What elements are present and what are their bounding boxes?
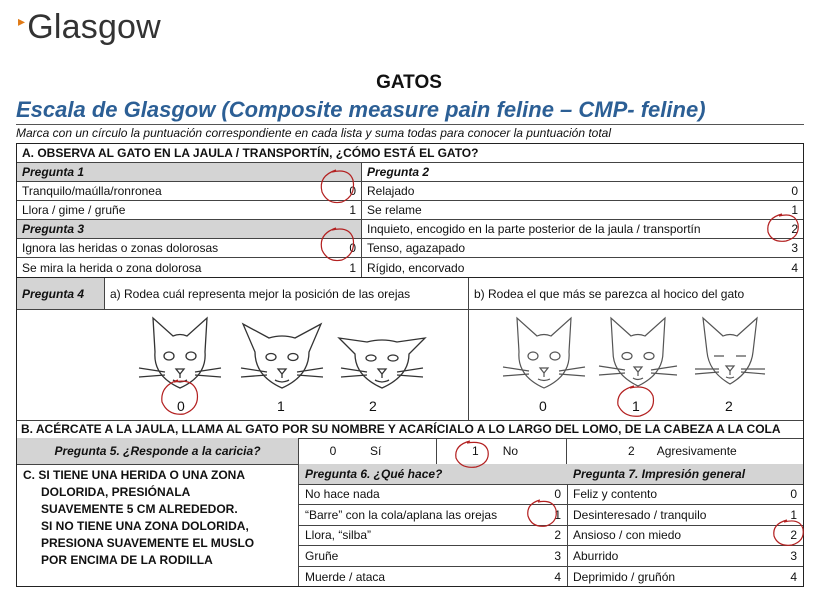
q5-row	[17, 438, 803, 465]
option-text: Feliz y contento	[573, 487, 658, 502]
cat-ears-flattened-icon[interactable]	[337, 314, 427, 394]
title-divider	[16, 124, 804, 125]
q3-label: Pregunta 3	[17, 220, 362, 238]
q4-illustrations	[17, 310, 803, 421]
slide-title-text: Glasgow	[27, 8, 161, 46]
q6-option-2[interactable]	[299, 526, 567, 547]
option-score: 4	[554, 569, 561, 584]
q5-option-2[interactable]	[567, 438, 803, 464]
q6-option-1[interactable]	[299, 505, 567, 526]
option-text: Llora / gime / gruñe	[22, 203, 126, 217]
q5-option-0[interactable]	[299, 438, 437, 464]
q6-label: Pregunta 6. ¿Qué hace?	[299, 464, 567, 485]
q2-option-0[interactable]	[362, 182, 803, 200]
q3-option-1[interactable]	[17, 258, 362, 277]
q7-option-0[interactable]	[567, 485, 803, 506]
option-score: 2	[628, 444, 635, 458]
q5-option-1[interactable]	[437, 438, 567, 464]
option-score: 3	[554, 548, 561, 563]
q4-muzzle-instruction: b) Rodea el que más se parezca al hocico del gato	[474, 286, 745, 301]
section-c-line: SI NO TIENE UNA ZONA DOLORIDA,	[41, 519, 249, 533]
q1-label: Pregunta 1	[17, 163, 362, 181]
section-c-line: POR ENCIMA DE LA RODILLA	[41, 553, 213, 567]
option-text: Tranquilo/maúlla/ronronea	[22, 184, 162, 198]
option-text: Tenso, agazapado	[367, 241, 466, 255]
q2-option-1[interactable]	[362, 201, 803, 219]
q6-option-3[interactable]	[299, 546, 567, 567]
q2-option-4[interactable]	[362, 258, 803, 277]
q6-option-4[interactable]	[299, 567, 567, 588]
q7-option-4[interactable]	[567, 567, 803, 588]
option-text: Relajado	[367, 184, 415, 198]
section-a-title: A. OBSERVA AL GATO EN LA JAULA / TRANSPORTÍN, ¿CÓMO ESTÁ EL GATO?	[22, 146, 479, 160]
q1-option-1[interactable]	[17, 201, 362, 219]
option-score: 0	[349, 241, 356, 255]
cat-muzzle-tense-icon[interactable]	[685, 314, 775, 394]
option-score: 1	[790, 507, 797, 522]
q2-option-3[interactable]	[362, 239, 803, 257]
species-heading: GATOS	[376, 72, 442, 93]
cat-ears-apart-icon[interactable]	[237, 314, 327, 394]
option-score: 0	[554, 487, 561, 502]
section-c-instructions	[17, 464, 299, 586]
option-score: 0	[790, 487, 797, 502]
option-text: Agresivamente	[656, 444, 737, 458]
option-text: Sí	[370, 444, 382, 458]
q4-header	[17, 278, 803, 310]
q5-label: Pregunta 5. ¿Responde a la caricia?	[17, 438, 299, 464]
section-a-header	[17, 144, 803, 163]
option-text: Desinteresado / tranquilo	[573, 507, 707, 522]
slide-title	[18, 8, 161, 47]
option-score: 1	[791, 203, 798, 217]
option-text: Muerde / ataca	[305, 569, 386, 584]
option-score: 4	[791, 260, 798, 275]
option-score: 0	[329, 444, 337, 458]
option-text: Aburrido	[573, 548, 619, 563]
option-text: Deprimido / gruñón	[573, 569, 676, 584]
option-text: Ignora las heridas o zonas dolorosas	[22, 241, 219, 255]
ear-score-1: 1	[277, 398, 285, 414]
ear-score-0: 0	[177, 398, 185, 414]
option-text: Gruñe	[305, 548, 339, 563]
q2-label: Pregunta 2	[367, 165, 430, 179]
option-score: 2	[790, 528, 797, 543]
questions-1-2-header	[17, 163, 803, 182]
option-score: 1	[349, 260, 356, 275]
option-score: 3	[790, 548, 797, 563]
q7-table	[567, 464, 803, 586]
instructions: Marca con un círculo la puntuación correspondiente en cada lista y suma todas para conocer la puntuación total	[16, 126, 612, 140]
muzzle-panel	[469, 310, 803, 420]
option-row	[17, 258, 803, 278]
option-score: 2	[554, 528, 561, 543]
ear-score-2: 2	[369, 398, 377, 414]
option-score: 4	[790, 569, 797, 584]
section-c-line: C. SI TIENE UNA HERIDA O UNA ZONA	[23, 468, 246, 482]
q6-option-0[interactable]	[299, 485, 567, 506]
option-score: 3	[791, 241, 798, 255]
q2-option-2[interactable]	[362, 220, 803, 238]
q6-table	[299, 464, 568, 586]
option-score: 1	[349, 203, 356, 217]
option-text: Inquieto, encogido en la parte posterior de la jaula / transportín	[367, 222, 701, 236]
option-score: 1	[554, 507, 561, 522]
q7-option-3[interactable]	[567, 546, 803, 567]
scale-title: Escala de Glasgow (Composite measure pain feline – CMP- feline)	[16, 97, 706, 122]
ear-position-panel	[17, 310, 469, 420]
option-row	[17, 239, 803, 258]
q7-option-1[interactable]	[567, 505, 803, 526]
q7-option-2[interactable]	[567, 526, 803, 547]
option-text: “Barre” con la cola/aplana las orejas	[305, 507, 498, 522]
option-text: No hace nada	[305, 487, 380, 502]
section-c-line: DOLORIDA, PRESIÓNALA	[41, 485, 191, 499]
option-score: 2	[791, 222, 798, 236]
option-text: Se mira la herida o zona dolorosa	[22, 260, 202, 275]
q7-label: Pregunta 7. Impresión general	[567, 464, 803, 485]
pain-scale-form	[16, 143, 804, 587]
option-row	[17, 182, 803, 201]
option-score: 0	[349, 184, 356, 198]
section-c-line: PRESIONA SUAVEMENTE EL MUSLO	[41, 536, 255, 550]
cat-muzzle-relaxed-icon[interactable]	[499, 314, 589, 394]
muzzle-score-1: 1	[632, 398, 640, 414]
option-row	[17, 220, 803, 239]
option-text: Ansioso / con miedo	[573, 528, 682, 543]
bullet-arrow-icon: ▸	[18, 13, 26, 29]
option-text: No	[502, 444, 519, 458]
option-score: 1	[472, 444, 479, 458]
cat-muzzle-mild-icon[interactable]	[593, 314, 683, 394]
option-text: Rígido, encorvado	[367, 260, 465, 275]
option-row	[17, 201, 803, 220]
q3-option-0[interactable]	[17, 239, 362, 257]
muzzle-score-2: 2	[725, 398, 733, 414]
section-c-line: SUAVEMENTE 5 CM ALREDEDOR.	[41, 502, 238, 516]
q4-ears-instruction: a) Rodea cuál representa mejor la posición de las orejas	[105, 278, 469, 309]
q4-label: Pregunta 4	[17, 278, 105, 309]
option-score: 0	[791, 184, 798, 198]
option-text: Llora, “silba”	[305, 528, 372, 543]
muzzle-score-0: 0	[539, 398, 547, 414]
cat-ears-upright-icon[interactable]	[135, 314, 225, 394]
q1-option-0[interactable]	[17, 182, 362, 200]
option-text: Se relame	[367, 203, 422, 217]
section-b-title: B. ACÉRCATE A LA JAULA, LLAMA AL GATO POR SU NOMBRE Y ACARÍCIALO A LO LARGO DEL LOMO, DE LA CABEZA A LA COLA	[17, 420, 803, 439]
